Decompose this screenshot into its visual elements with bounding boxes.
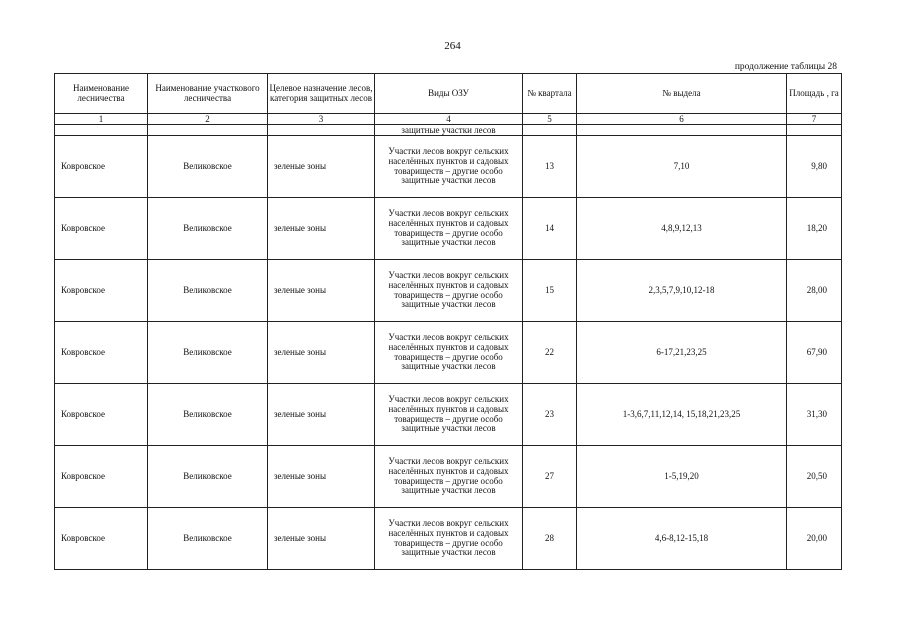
cell-district: Великовское: [148, 198, 268, 260]
column-number-row: [55, 114, 842, 125]
cell-forestry: Ковровское: [55, 198, 148, 260]
header-area: Площадь , га: [787, 74, 842, 114]
table-row: [55, 508, 842, 570]
cell-forestry: Ковровское: [55, 446, 148, 508]
cell-ozu: Участки лесов вокруг сельских населённых пунктов и садовых товариществ – другие особо защитные участки лесов: [375, 384, 523, 446]
cell-area: 20,50: [787, 446, 842, 508]
cell-district: Великовское: [148, 446, 268, 508]
header-ozu: Виды ОЗУ: [375, 74, 523, 114]
cell-purpose: зеленые зоны: [268, 136, 375, 198]
cell-ozu: Участки лесов вокруг сельских населённых пунктов и садовых товариществ – другие особо защитные участки лесов: [375, 136, 523, 198]
page-number: 264: [444, 40, 461, 52]
cell-ozu: Участки лесов вокруг сельских населённых пунктов и садовых товариществ – другие особо защитные участки лесов: [375, 260, 523, 322]
header-purpose: Целевое назначение лесов, категория защитных лесов: [268, 74, 375, 114]
cell-forestry: Ковровское: [55, 136, 148, 198]
cell-ozu: Участки лесов вокруг сельских населённых пунктов и садовых товариществ – другие особо защитные участки лесов: [375, 198, 523, 260]
cell-purpose: зеленые зоны: [268, 322, 375, 384]
cell-purpose: зеленые зоны: [268, 446, 375, 508]
cell-quarter: 14: [523, 198, 577, 260]
header-district: Наименование участкового лесничества: [148, 74, 268, 114]
cell-district: Великовское: [148, 508, 268, 570]
column-number: 1: [55, 114, 148, 125]
cell-empty: [577, 125, 787, 136]
cell-purpose: зеленые зоны: [268, 260, 375, 322]
cell-continued-ozu: защитные участки лесов: [375, 125, 523, 136]
cell-plots: 7,10: [577, 136, 787, 198]
cell-empty: [787, 125, 842, 136]
cell-district: Великовское: [148, 384, 268, 446]
column-number: 6: [577, 114, 787, 125]
cell-plots: 6-17,21,23,25: [577, 322, 787, 384]
table-row: [55, 446, 842, 508]
cell-area: 9,80: [787, 136, 842, 198]
cell-area: 28,00: [787, 260, 842, 322]
cell-plots: 4,8,9,12,13: [577, 198, 787, 260]
header-quarter: № квартала: [523, 74, 577, 114]
cell-area: 18,20: [787, 198, 842, 260]
cell-quarter: 22: [523, 322, 577, 384]
cell-empty: [55, 125, 148, 136]
forest-zones-table: [54, 73, 842, 570]
cell-ozu: Участки лесов вокруг сельских населённых пунктов и садовых товариществ – другие особо защитные участки лесов: [375, 322, 523, 384]
cell-quarter: 13: [523, 136, 577, 198]
column-number: 7: [787, 114, 842, 125]
cell-area: 67,90: [787, 322, 842, 384]
cell-forestry: Ковровское: [55, 260, 148, 322]
cell-ozu: Участки лесов вокруг сельских населённых пунктов и садовых товариществ – другие особо защитные участки лесов: [375, 446, 523, 508]
cell-forestry: Ковровское: [55, 322, 148, 384]
cell-empty: [148, 125, 268, 136]
table-continuation-note: продолжение таблицы 28: [734, 62, 837, 72]
cell-district: Великовское: [148, 136, 268, 198]
cell-plots: 4,6-8,12-15,18: [577, 508, 787, 570]
cell-plots: 2,3,5,7,9,10,12-18: [577, 260, 787, 322]
cell-forestry: Ковровское: [55, 384, 148, 446]
cell-quarter: 15: [523, 260, 577, 322]
cell-area: 31,30: [787, 384, 842, 446]
header-row: [55, 74, 842, 114]
cell-quarter: 28: [523, 508, 577, 570]
cell-purpose: зеленые зоны: [268, 508, 375, 570]
cell-ozu: Участки лесов вокруг сельских населённых пунктов и садовых товариществ – другие особо защитные участки лесов: [375, 508, 523, 570]
cell-quarter: 27: [523, 446, 577, 508]
cell-quarter: 23: [523, 384, 577, 446]
column-number: 5: [523, 114, 577, 125]
cell-plots: 1-5,19,20: [577, 446, 787, 508]
cell-purpose: зеленые зоны: [268, 384, 375, 446]
column-number: 4: [375, 114, 523, 125]
cell-district: Великовское: [148, 260, 268, 322]
column-number: 2: [148, 114, 268, 125]
header-forestry: Наименование лесничества: [55, 74, 148, 114]
header-plots: № выдела: [577, 74, 787, 114]
cell-forestry: Ковровское: [55, 508, 148, 570]
continued-row: [55, 125, 842, 136]
cell-empty: [268, 125, 375, 136]
cell-district: Великовское: [148, 322, 268, 384]
cell-purpose: зеленые зоны: [268, 198, 375, 260]
table-row: [55, 136, 842, 198]
table-row: [55, 322, 842, 384]
cell-empty: [523, 125, 577, 136]
cell-area: 20,00: [787, 508, 842, 570]
table-row: [55, 198, 842, 260]
table-row: [55, 260, 842, 322]
column-number: 3: [268, 114, 375, 125]
table-row: [55, 384, 842, 446]
cell-plots: 1-3,6,7,11,12,14, 15,18,21,23,25: [577, 384, 787, 446]
